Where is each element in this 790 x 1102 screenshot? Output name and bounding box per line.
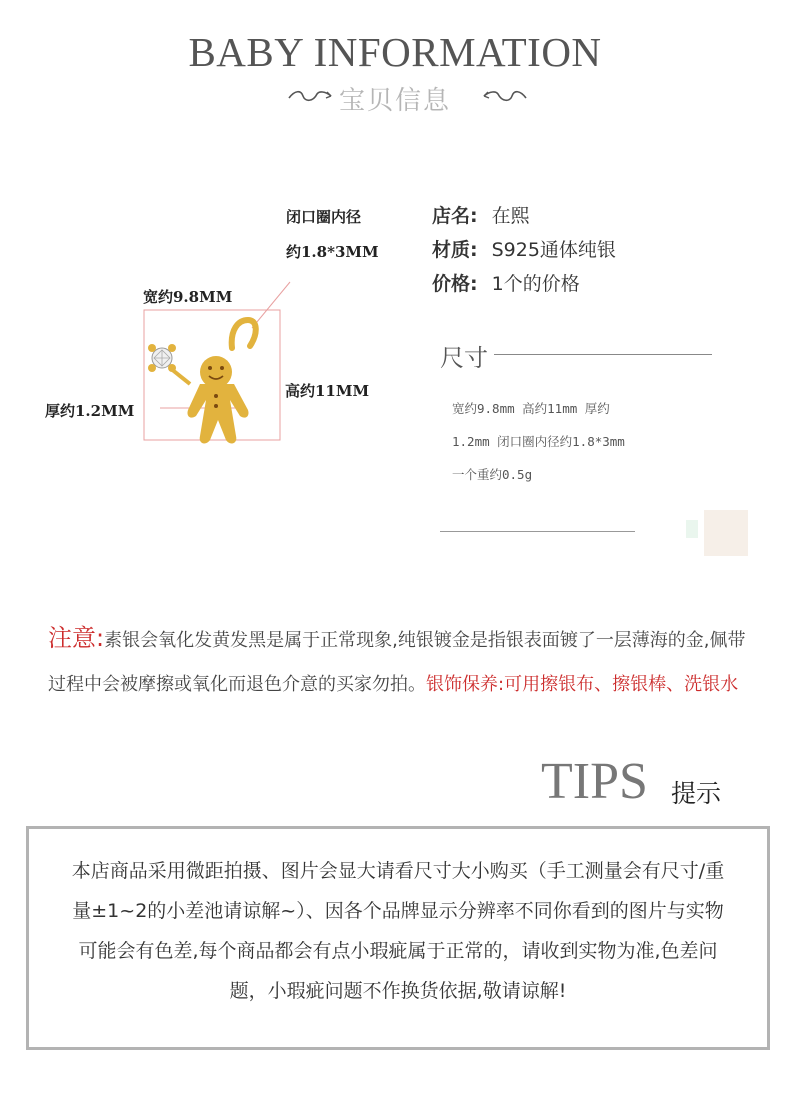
crystal-icon — [148, 344, 190, 384]
decor-square — [704, 510, 748, 556]
note-head: 注意: — [48, 624, 105, 652]
info-row-shop — [432, 201, 530, 228]
size-title: 尺寸 — [440, 344, 488, 372]
info-key: 材质: — [432, 239, 478, 261]
right-swirl-icon — [480, 88, 528, 104]
info-key: 店名: — [432, 205, 478, 227]
spec-line-3: 一个重约0.5g — [452, 467, 533, 482]
info-value: 1个的价格 — [491, 273, 580, 295]
spec-line-2: 1.2mm 闭口圈内径约1.8*3mm — [452, 434, 625, 449]
info-key: 价格: — [432, 273, 478, 295]
tips-title: TIPS — [541, 753, 648, 810]
size-divider — [494, 354, 712, 355]
info-row-price — [432, 269, 580, 296]
inner-ring-label-2: 约1.8*3MM — [286, 243, 379, 261]
info-row-material — [432, 235, 616, 262]
page-title: BABY INFORMATION — [188, 29, 602, 75]
page-subtitle: 宝贝信息 — [338, 86, 451, 116]
height-label: 高约11MM — [285, 382, 370, 400]
subtitle-row — [0, 80, 790, 116]
decor-square — [686, 520, 698, 538]
info-value: S925通体纯银 — [491, 239, 616, 261]
spec-divider — [440, 531, 635, 532]
width-label: 宽约9.8MM — [143, 288, 233, 306]
tips-subtitle: 提示 — [671, 779, 722, 808]
note-body: 素银会氧化发黄发黑是属于正常现象,纯银镀金是指银表面镀了一层薄海的金,佩带过程中会被摩擦或氧化而退色介意的买家勿拍。 — [48, 630, 746, 695]
jump-ring — [232, 320, 256, 348]
thickness-label: 厚约1.2MM — [45, 402, 135, 420]
gingerbread-charm — [187, 356, 248, 443]
spec-line-1: 宽约9.8mm 高约11mm 厚约 — [452, 401, 610, 416]
inner-ring-label-1: 闭口圈内径 — [286, 208, 362, 226]
tips-box — [26, 826, 770, 1050]
inner-ring-pointer — [252, 282, 290, 328]
info-value: 在熙 — [491, 205, 530, 227]
tips-text: 本店商品采用微距拍摄、图片会显大请看尺寸大小购买（手工测量会有尺寸/重量±1~2的小差池请谅解~）、因各个品牌显示分辨率不同你看到的图片与实物可能会有色差,每个商品都会有点小瑕疵属于正常的，请收到实物为准,色差问题，小瑕疵问题不作换货依据,敬请谅解! — [71, 860, 725, 1002]
note-care: 银饰保养:可用擦银布、擦银棒、洗银水 — [426, 674, 739, 695]
care-note — [48, 616, 758, 707]
